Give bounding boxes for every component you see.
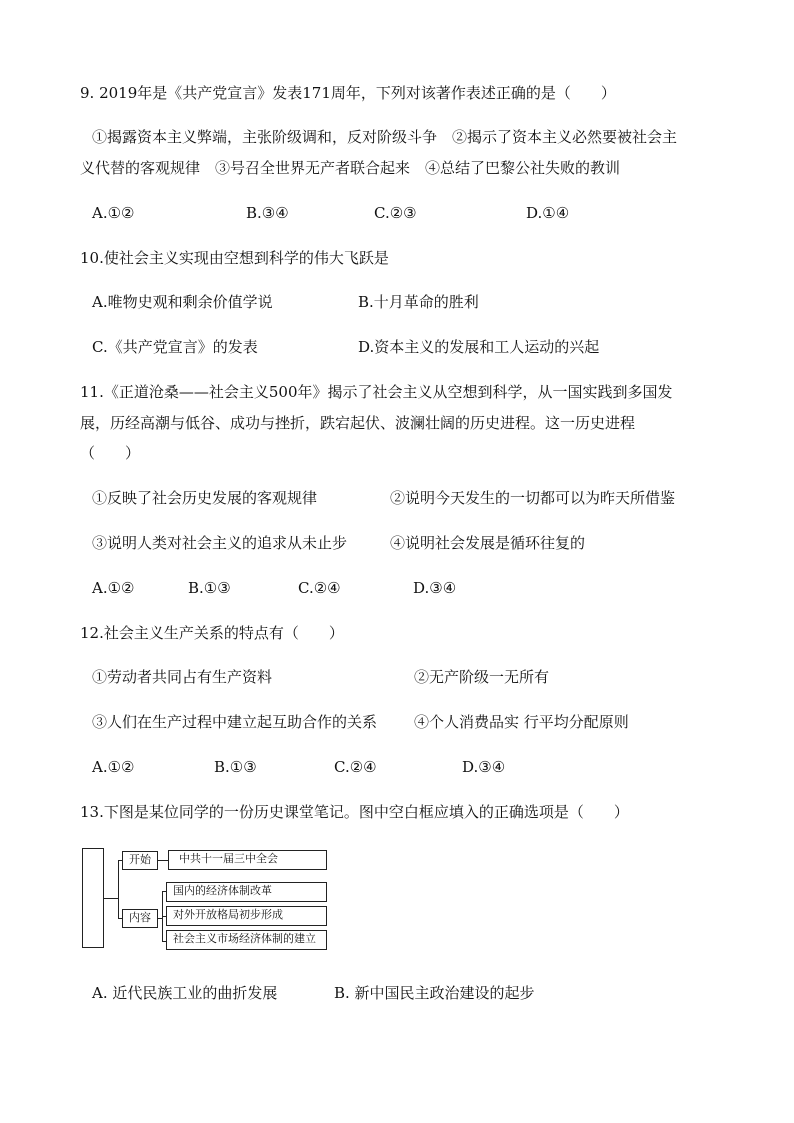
q11-item-2: ②说明今天发生的一切都可以为昨天所借鉴 [390,489,676,507]
q11-item-4: ④说明社会发展是循环往复的 [390,534,586,552]
content-item-box [166,930,327,950]
q13-option-b: B. 新中国民主政治建设的起步 [334,984,535,1002]
q13-option-a: A. 近代民族工业的曲折发展 [92,984,278,1002]
content-label-box [122,909,158,928]
q10-option-d: D.资本主义的发展和工人运动的兴起 [358,338,600,356]
q11-option-d: D.③④ [413,579,457,597]
start-label-box [122,851,158,870]
q10-option-a: A.唯物史观和剩余价值学说 [92,293,273,311]
start-value-box [168,850,327,870]
content-item-box [166,882,327,902]
connector-line [158,860,168,861]
content-label: 内容 [129,911,151,924]
q11-item-1: ①反映了社会历史发展的客观规律 [92,489,318,507]
q12-option-c: C.②④ [334,758,377,776]
q12-stem: 12.社会主义生产关系的特点有（ ） [80,624,344,642]
q11-stem-line2: 展，历经高潮与低谷、成功与挫折，跌宕起伏、波澜壮阔的历史进程。这一历史进程 [80,414,636,432]
q11-option-b: B.①③ [188,579,231,597]
q12-option-a: A.①② [92,758,135,776]
q9-option-a: A.①② [92,204,135,222]
q11-stem-line1: 11.《正道沧桑——社会主义500年》揭示了社会主义从空想到科学，从一国实践到多国发 [80,383,673,401]
q12-item-3: ③人们在生产过程中建立起互助合作的关系 [92,713,378,731]
q12-item-1: ①劳动者共同占有生产资料 [92,668,273,686]
q9-stem: 9. 2019年是《共产党宣言》发表171周年，下列对该著作表述正确的是（ ） [80,84,616,102]
start-label: 开始 [129,853,151,866]
q11-item-3: ③说明人类对社会主义的追求从未止步 [92,534,348,552]
q9-option-d: D.①④ [526,204,570,222]
q12-option-d: D.③④ [462,758,506,776]
q13-stem: 13.下图是某位同学的一份历史课堂笔记。图中空白框应填入的正确选项是（ ） [80,803,629,821]
q12-item-2: ②无产阶级一无所有 [414,668,550,686]
q9-items-line1: ①揭露资本主义弊端，主张阶级调和，反对阶级斗争 ②揭示了资本主义必然要被社会主 [92,128,678,146]
q10-stem: 10.使社会主义实现由空想到科学的伟大飞跃是 [80,249,389,267]
q11-option-a: A.①② [92,579,135,597]
q11-stem-line3: （ ） [80,444,141,462]
q10-option-b: B.十月革命的胜利 [358,293,479,311]
q10-option-c: C.《共产党宣言》的发表 [92,338,258,356]
q11-option-c: C.②④ [298,579,341,597]
q12-option-b: B.①③ [214,758,257,776]
q9-option-b: B.③④ [246,204,289,222]
connector-line [118,860,119,918]
connector-line [104,898,118,899]
content-item: 对外开放格局初步形成 [173,908,283,921]
notes-diagram [82,842,342,954]
blank-box [82,848,104,948]
q9-items-line2: 义代替的客观规律 ③号召全世界无产者联合起来 ④总结了巴黎公社失败的教训 [80,159,621,177]
start-value: 中共十一届三中全会 [179,852,278,865]
q12-item-4: ④个人消费品实 行平均分配原则 [414,713,629,731]
content-item-box [166,906,327,926]
q9-option-c: C.②③ [374,204,417,222]
content-item: 国内的经济体制改革 [173,884,272,897]
content-item: 社会主义市场经济体制的建立 [173,932,316,945]
